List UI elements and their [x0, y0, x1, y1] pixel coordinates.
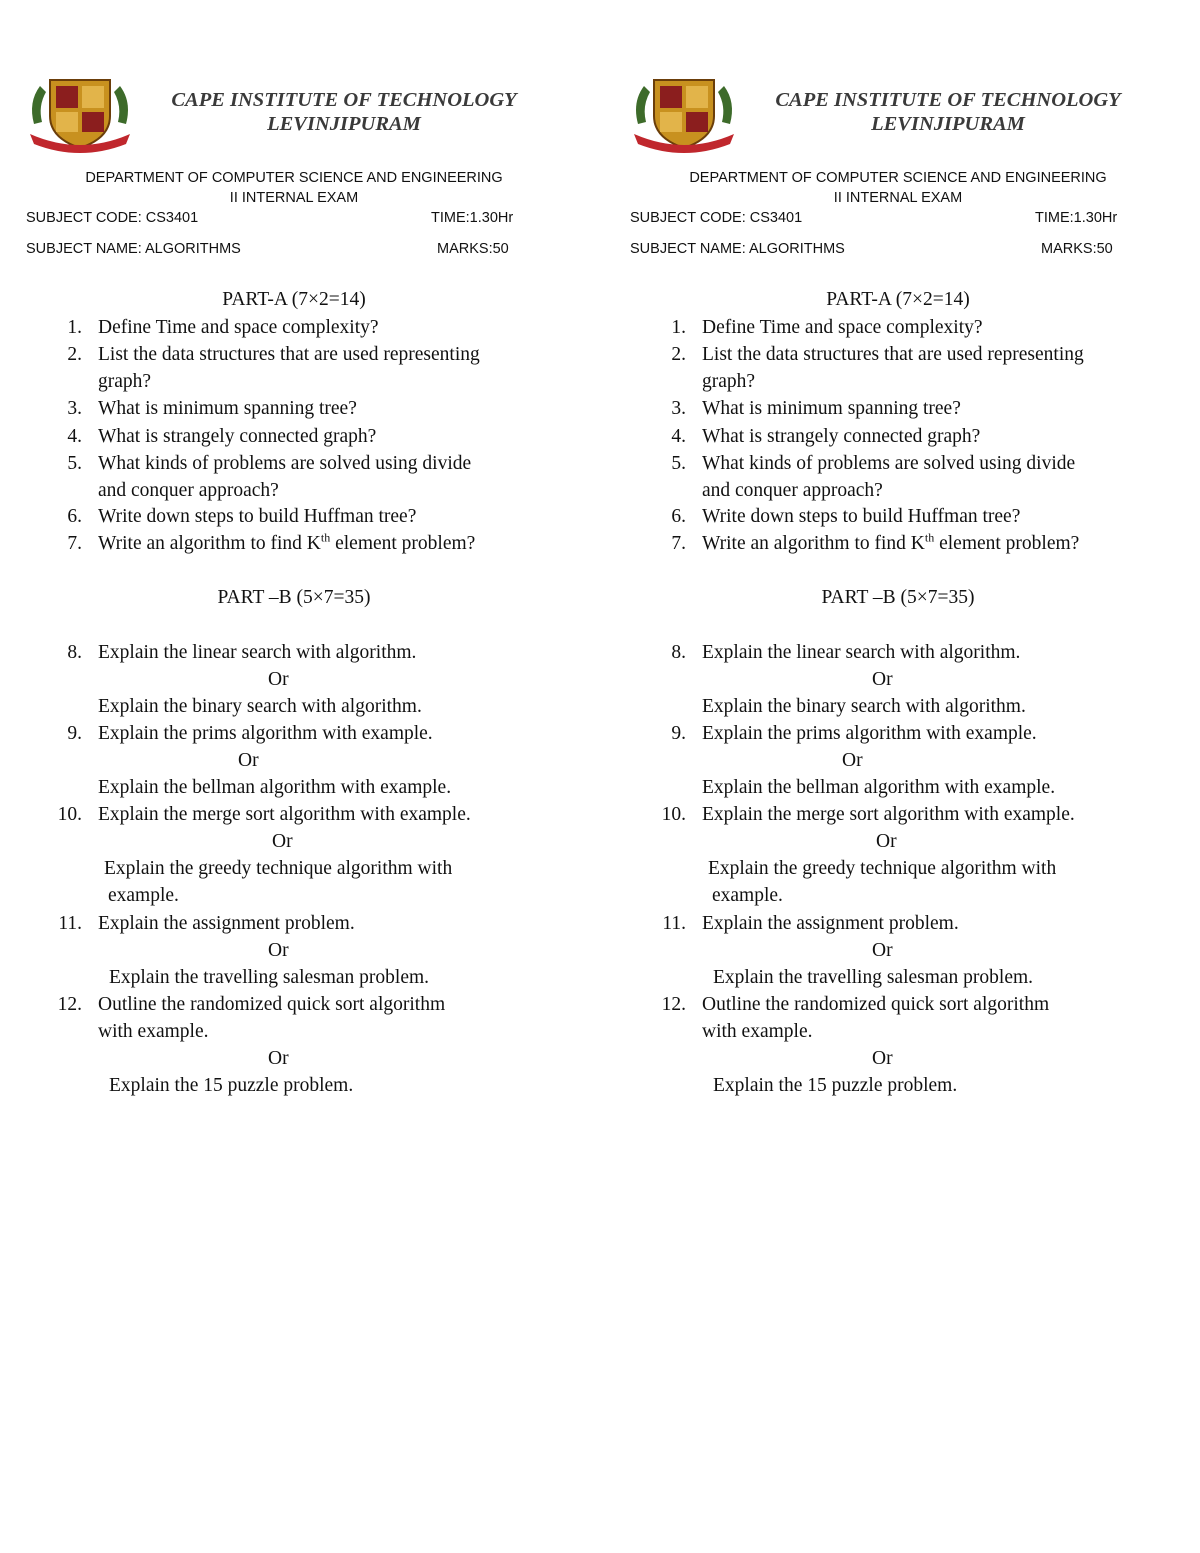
college-crest-logo — [630, 72, 738, 154]
institute-name: CAPE INSTITUTE OF TECHNOLOGY LEVINJIPURAM — [171, 89, 517, 135]
exam-title: II INTERNAL EXAM — [229, 190, 359, 206]
exam-marks: MARKS:50 — [437, 241, 509, 257]
or-separator: Or — [268, 1048, 289, 1069]
part-b-title: PART –B (5×7=35) — [217, 587, 371, 608]
institute-name: CAPE INSTITUTE OF TECHNOLOGY LEVINJIPURAM — [775, 89, 1121, 135]
exam-time: TIME:1.30Hr — [1035, 210, 1118, 226]
department-line: DEPARTMENT OF COMPUTER SCIENCE AND ENGINEERING — [689, 170, 1107, 186]
subject-name: SUBJECT NAME: ALGORITHMS — [630, 241, 845, 257]
subject-code: SUBJECT CODE: CS3401 — [630, 210, 803, 226]
part-b-title: PART –B (5×7=35) — [821, 587, 975, 608]
subject-name: SUBJECT NAME: ALGORITHMS — [26, 241, 241, 257]
exam-time: TIME:1.30Hr — [431, 210, 514, 226]
or-separator: Or — [872, 669, 893, 690]
exam-paper-copy-right: CAPE INSTITUTE OF TECHNOLOGY LEVINJIPURAM DEPARTMENT OF COMPUTER SCIENCE AND ENGINEERING II INTERNAL EXAM SUBJECT CODE: CS3401 TIME:1.30Hr SUBJECT NAME: ALGORITHMS MARKS:50 PART-A (7×2=14) 1. Define Time and space complexity? 2. List the data structures that are used representing graph? 3. What is minimum spanning tree? 4. What is strangely connected graph? 5. What kinds of problems are solved using divide and conquer approach? 6. Write down steps to build Huffman tree? 7. Write an algorithm to find $K^{th}$ element problem? PART –B (5×7=35) 8. Explain the linear search with algorithm. Or Explain the binary search with algorithm. 9. Explain the prims algorithm with example. Or Explain the bellman algorithm with example. 10. Explain the merge sort algorithm with example. Or Explain the greedy technique algorithm with example. 11. Explain the assignment problem. Or Explain the travelling salesman problem. 12. Outline the randomized quick sort algorithm with example. Or Explain the 15 puzzle problem. — [630, 60, 1190, 1120]
or-separator: Or — [872, 1048, 893, 1069]
college-crest-logo — [26, 72, 134, 154]
exam-title: II INTERNAL EXAM — [833, 190, 963, 206]
department-line: DEPARTMENT OF COMPUTER SCIENCE AND ENGINEERING — [85, 170, 503, 186]
exam-marks: MARKS:50 — [1041, 241, 1113, 257]
or-separator: Or — [876, 831, 897, 852]
exam-paper-copy-left: CAPE INSTITUTE OF TECHNOLOGY LEVINJIPURAM DEPARTMENT OF COMPUTER SCIENCE AND ENGINEERING II INTERNAL EXAM SUBJECT CODE: CS3401 TIME:1.30Hr SUBJECT NAME: ALGORITHMS MARKS:50 PART-A (7×2=14) 1. Define Time and space complexity? 2. List the data structures that are used representing graph? 3. What is minimum spanning tree? 4. What is strangely connected graph? 5. What kinds of problems are solved using divide and conquer approach? 6. Write down steps to build Huffman tree? 7. Write an algorithm to find $K^{th}$ element problem? PART –B (5×7=35) 8. Explain the linear search with algorithm. Or Explain the binary search with algorithm. 9. Explain the prims algorithm with example. Or Explain the bellman algorithm with example. 10. Explain the merge sort algorithm with example. Or Explain the greedy technique algorithm with example. 11. Explain the assignment problem. Or Explain the travelling salesman problem. 12. Outline the randomized quick sort algorithm with example. Or Explain the 15 puzzle problem. — [26, 60, 586, 1120]
part-a-title: PART-A (7×2=14) — [222, 289, 366, 310]
or-separator: Or — [842, 750, 863, 771]
subject-code: SUBJECT CODE: CS3401 — [26, 210, 199, 226]
or-separator: Or — [238, 750, 259, 771]
or-separator: Or — [268, 940, 289, 961]
or-separator: Or — [872, 940, 893, 961]
or-separator: Or — [268, 669, 289, 690]
part-a-title: PART-A (7×2=14) — [826, 289, 970, 310]
or-separator: Or — [272, 831, 293, 852]
